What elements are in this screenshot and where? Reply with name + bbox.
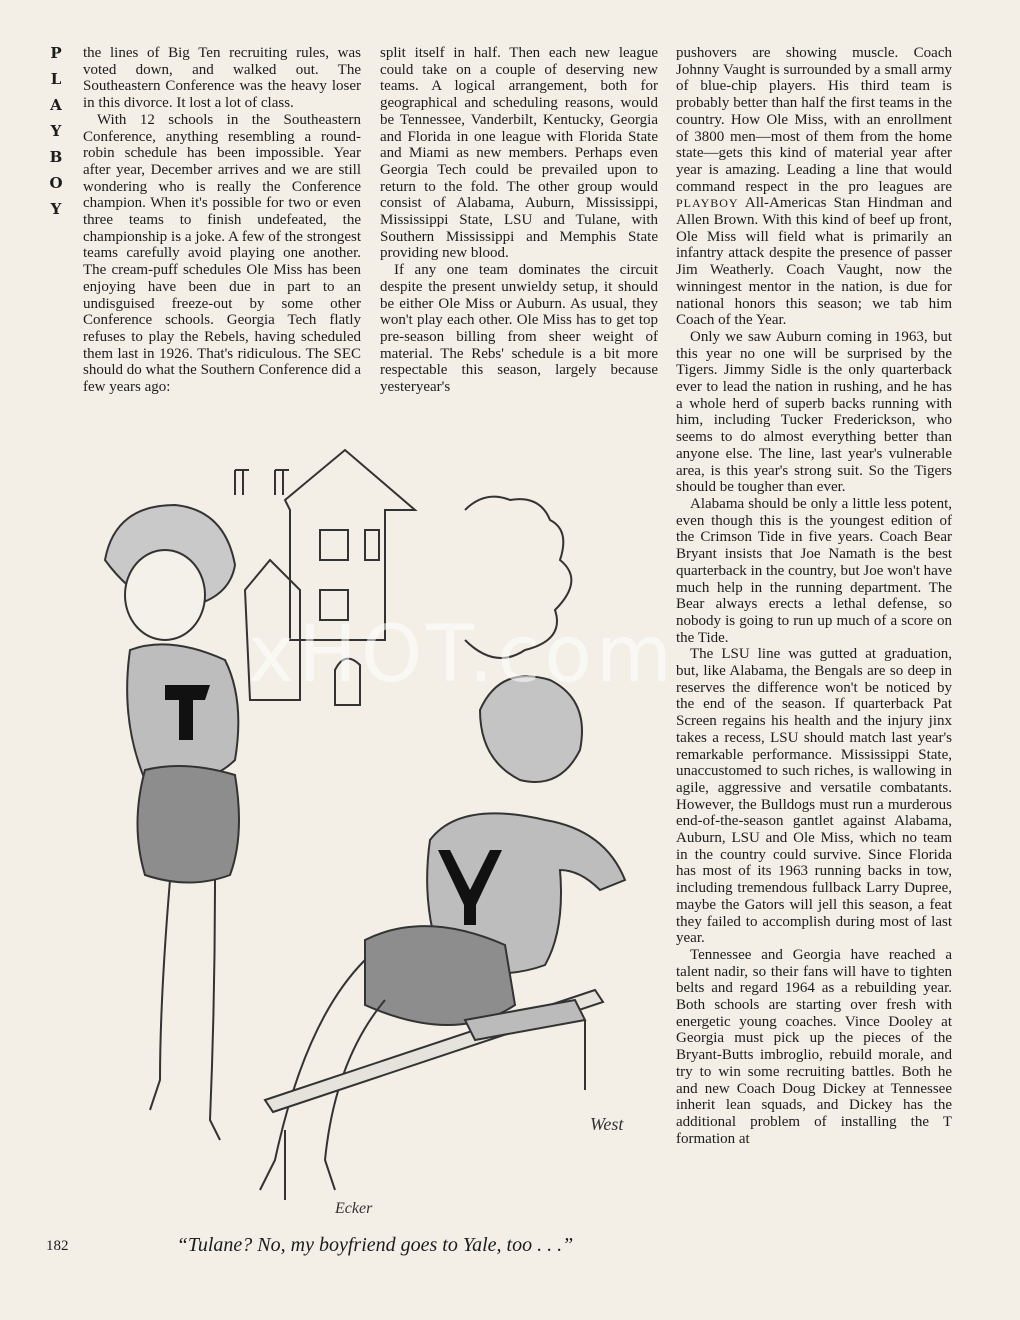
vertical-label-letter: Y: [50, 200, 62, 218]
watermark: xHOT.com: [248, 610, 676, 700]
girl-standing: [105, 505, 239, 1140]
vertical-label-letter: A: [50, 96, 62, 114]
girl-seated: [260, 676, 625, 1190]
paragraph: [676, 45, 952, 329]
vertical-label-letter: B: [49, 148, 63, 166]
article-column-3: [676, 45, 952, 1147]
cartoon-caption: “Tulane? No, my boyfriend goes to Yale, too . . .”: [176, 1234, 574, 1256]
paragraph: The LSU line was gutted at graduation, but, like Alabama, the Bengals are so deep in reserves the difference won't be noticed by the end of the season. If quarterback Pat Screen regains his health and the injury jinx takes a recess, LSU should match last year's remarkable performance. Mississippi State, unaccustomed to such riches, is wallowing in agile, aggressive and versatile combatants. However, the Bulldogs must run a murderous end-of-the-season gantlet against Alabama, Auburn, LSU and Ole Miss, which no team in the country could survive. Since Florida has most of its 1963 running backs in tow, including tremendous fullback Larry Dupree, maybe the Gators will jell this season, a feat they failed to accomplish during most of last year.: [676, 646, 952, 947]
magazine-vertical-label: [44, 40, 68, 222]
article-column-2: [380, 45, 658, 396]
artist-signature: West: [590, 1114, 624, 1134]
article-column-1: [83, 45, 361, 396]
paragraph-text: pushovers are showing muscle. Coach Johnny Vaught is surrounded by a small army of blue-chip players. His third team is probably better than half the first teams in the country. How Ole Miss, with an enrollment of 3800 men—most of them from the home state—gets this kind of material year after year is amazing. Leading a line that would command respect in the pro leagues are: [676, 45, 952, 195]
paragraph: the lines of Big Ten recruiting rules, was voted down, and walked out. The Southeastern Conference was the heavy loser in this divorce. It lost a lot of class.: [83, 45, 361, 112]
paragraph: With 12 schools in the Southeastern Conference, anything resembling a round-robin schedule has been impossible. Year after year, December arrives and we are still wondering who is really the Conference champion. When it's possible for two or even three teams to finish undefeated, the championship is a joke. A few of the strongest teams carefully avoid playing one another. The cream-puff schedules Ole Miss has been enjoying have been due in part to an undisguised freeze-out by some other Conference schools. Georgia Tech flatly refuses to play the Rebels, having scheduled them last in 1926. That's ridiculous. The SEC should do what the Southern Conference did a few years ago:: [83, 111, 361, 396]
page-number: 182: [46, 1238, 69, 1254]
vertical-label-letter: Y: [50, 122, 62, 140]
cartoon-illustration: [85, 440, 670, 1225]
paragraph: Alabama should be only a little less potent, even though this is the youngest edition of the Crimson Tide in five years. Coach Bear Bryant insists that Joe Namath is the best quarterback in the country, but Joe won't have much help in the running department. The Bear always erects a lethal defense, so nobody is going to run up much of a score on the Tide.: [676, 495, 952, 646]
paragraph-text: All-Americas Stan Hindman and Allen Brown. With this kind of beef up front, Ole Miss will field what is primarily an infantry attack despite the presence of passer Jim Weatherly. Coach Vaught, now the winningest mentor in the nation, is due for national honors this season; we tab him Coach of the Year.: [676, 195, 952, 329]
paragraph: Only we saw Auburn coming in 1963, but this year no one will be surprised by the Tigers. Jimmy Sidle is the only quarterback ever to lead the nation in rushing, and he has a whole herd of superb backs running with him, including Tucker Frederickson, who seems to do almost everything better than anyone else. The line, last year's vulnerable area, is this year's strong suit. So the Tigers should be tougher than ever.: [676, 328, 952, 496]
artist-signature-left: Ecker: [335, 1200, 373, 1217]
paragraph: If any one team dominates the circuit despite the present unwieldy setup, it should be either Ole Miss or Auburn. As usual, they won't play each other. Ole Miss has to get top pre-season billing from sheer weight of material. The Rebs' schedule is a bit more respectable this season, largely because yesteryear's: [380, 262, 658, 396]
paragraph: Tennessee and Georgia have reached a talent nadir, so their fans will have to tighten belts and regard 1964 as a rebuilding year. Both schools are starting over fresh with energetic young coaches. Vince Dooley at Georgia must pick up the pieces of the Bryant-Butts imbroglio, rebuild morale, and try to win some recruiting battles. Both he and new Coach Doug Dickey at Tennessee inherit lean squads, and Dickey has the additional problem of installing the T formation at: [676, 946, 952, 1147]
vertical-label-letter: P: [50, 44, 62, 62]
vertical-label-letter: L: [50, 70, 62, 88]
paragraph: split itself in half. Then each new league could take on a couple of deserving new teams. A logical arrangement, both for geographical and scheduling reasons, would be Tennessee, Vanderbilt, Kentucky, Georgia and Florida in one league with Florida State and Miami as new members. Perhaps even Georgia Tech could be prevailed upon to return to the fold. The other group would consist of Alabama, Auburn, Mississippi, Mississippi State, LSU and Tulane, with Southern Mississippi and Memphis State providing new blood.: [380, 45, 658, 262]
vertical-label-letter: O: [49, 174, 63, 192]
magazine-name-smallcaps: PLAYBOY: [676, 196, 739, 211]
